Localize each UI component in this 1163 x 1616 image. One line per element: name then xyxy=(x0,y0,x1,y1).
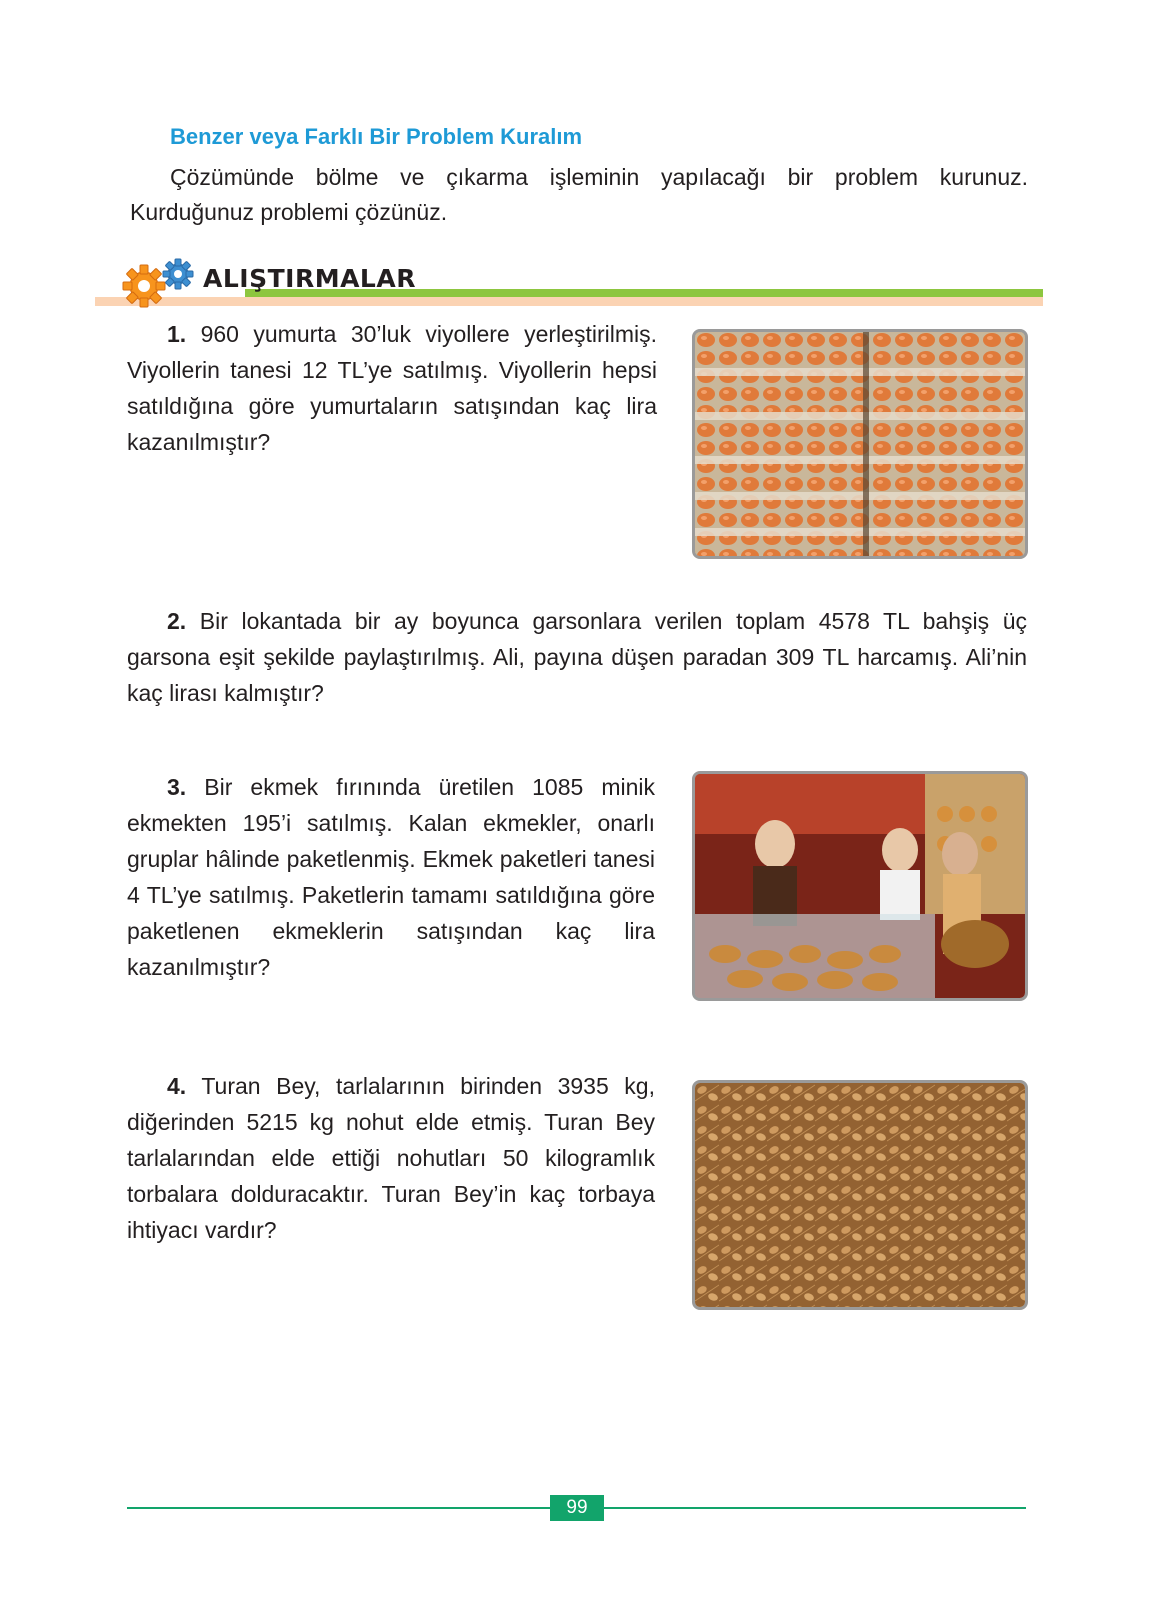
footer-line-right xyxy=(604,1507,1026,1509)
bakery-photo xyxy=(692,771,1028,1001)
problem-text: Bir lokantada bir ay boyunca garsonlara verilen toplam 4578 TL bahşiş üç garsona eşit şekilde paylaştırılmış. Ali, payına düşen paradan 309 TL harcamış. Ali’nin kaç lirası kalmıştır? xyxy=(127,608,1027,706)
problem-text: 960 yumurta 30’luk viyollere yerleştirilmiş. Viyollerin tanesi 12 TL’ye satılmış. Viyollerin hepsi satıldığına göre yumurtaların satışından kaç lira kazanılmıştır? xyxy=(127,321,657,455)
problem-text: Bir ekmek fırınında üretilen 1085 minik ekmekten 195’i satılmış. Kalan ekmekler, onarlı gruplar hâlinde paketlenmiş. Ekmek paketleri tanesi 4 TL’ye satılmış. Paketlerin tamamı satıldığına göre paketlenen ekmeklerin satışından kaç lira kazanılmıştır? xyxy=(127,774,656,980)
page-number: 99 xyxy=(550,1495,604,1521)
problem-2 xyxy=(127,603,1027,711)
problem-number: 1. xyxy=(167,321,187,347)
section-text: Çözümünde bölme ve çıkarma işleminin yapılacağı bir problem kurunuz. Kurduğunuz problemi çözünüz. xyxy=(130,164,1028,225)
problem-4 xyxy=(127,1068,655,1248)
problem-number: 2. xyxy=(167,608,187,634)
problem-3 xyxy=(127,769,655,985)
exercises-title: ALIŞTIRMALAR xyxy=(203,264,416,293)
chickpea-field-photo xyxy=(692,1080,1028,1310)
eggs-photo xyxy=(692,329,1028,559)
problem-1 xyxy=(127,316,657,460)
problem-number: 3. xyxy=(167,774,187,800)
problem-text: Turan Bey, tarlalarının birinden 3935 kg, diğerinden 5215 kg nohut elde etmiş. Turan Bey tarlalarından elde ettiği nohutları 50 kilogramlık torbalara dolduracaktır. Turan Bey’in kaç torbaya ihtiyacı vardır? xyxy=(127,1073,655,1243)
problem-number: 4. xyxy=(167,1073,187,1099)
header-bar-peach xyxy=(95,297,1043,306)
section-title: Benzer veya Farklı Bir Problem Kuralım xyxy=(170,124,583,149)
gear-orange-icon xyxy=(122,264,166,308)
footer-line-left xyxy=(127,1507,550,1509)
gear-blue-icon xyxy=(162,258,194,290)
exercises-header xyxy=(95,258,1045,310)
